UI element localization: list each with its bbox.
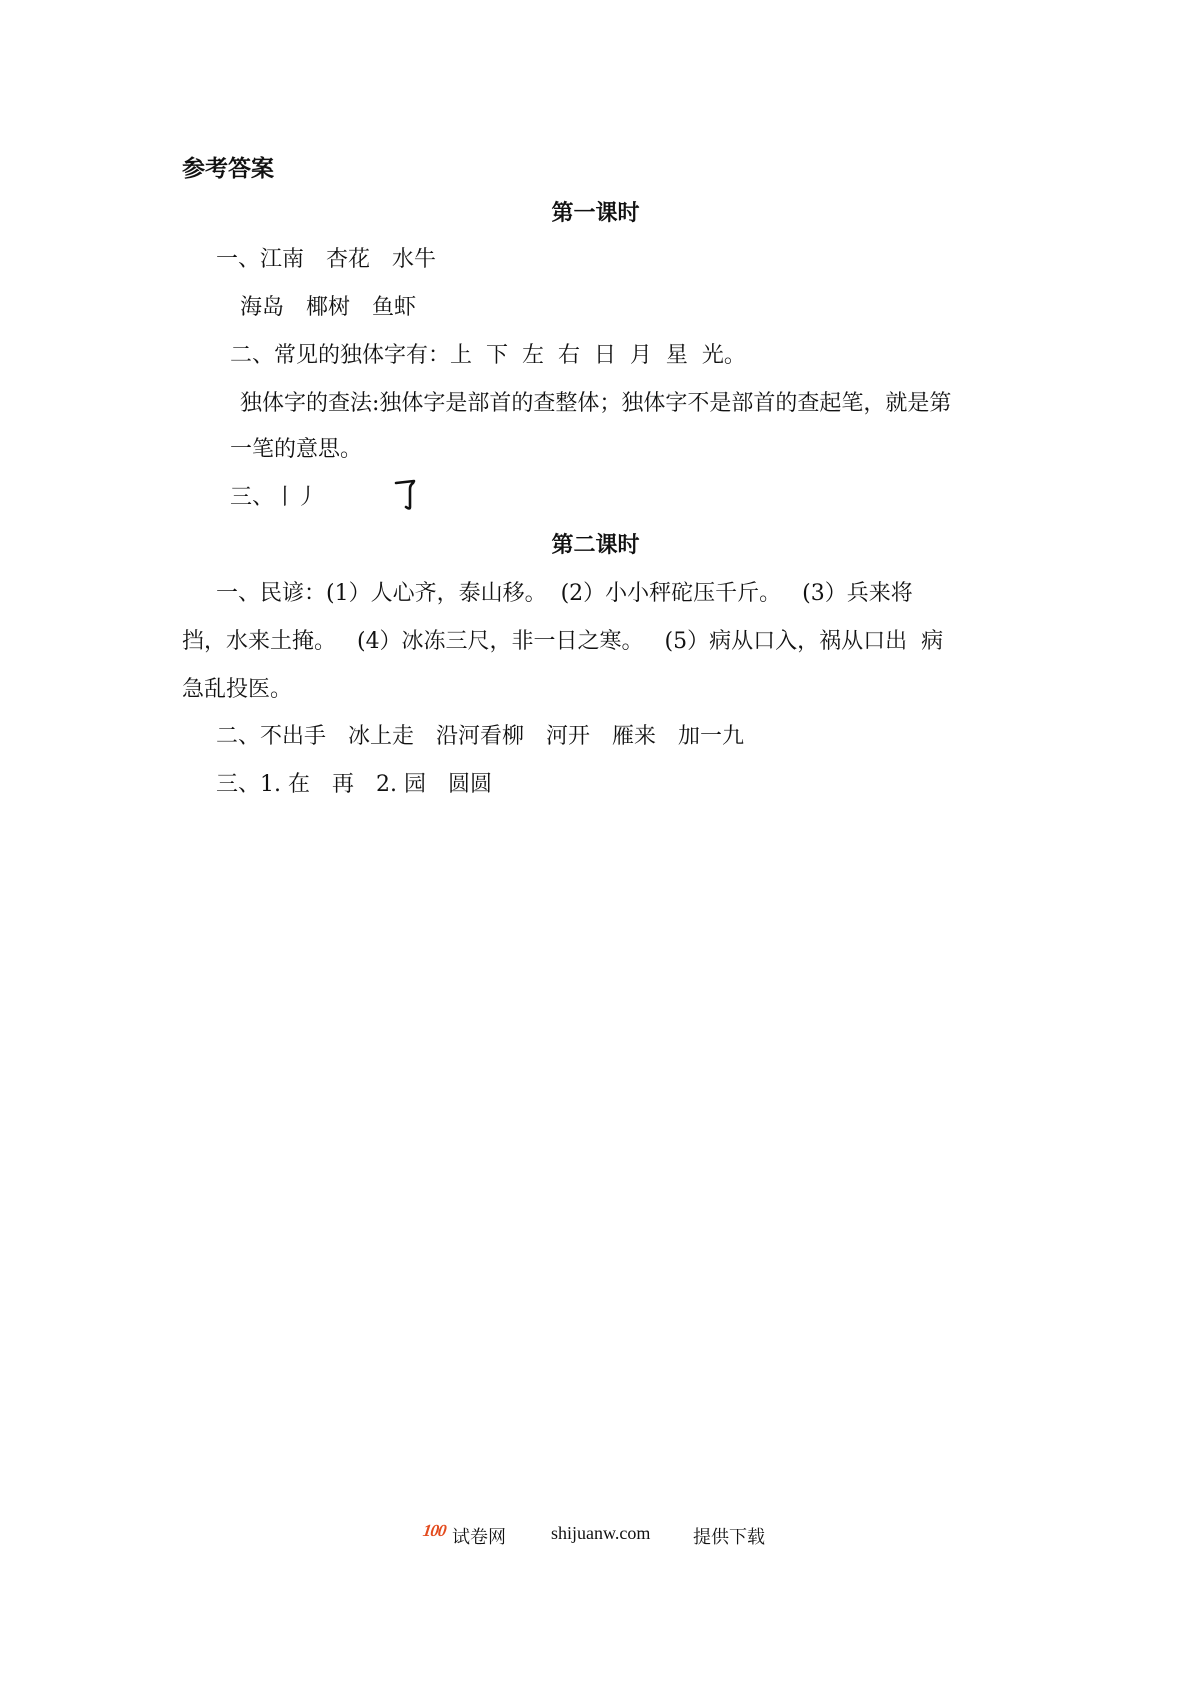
lesson1-q2-line3: 一笔的意思。 <box>230 437 363 462</box>
footer-site-name: 试卷网 <box>452 1527 506 1547</box>
lesson1-q2-line2: 独体字的查法:独体字是部首的查整体；独体字不是部首的查起笔，就是第 <box>240 391 952 416</box>
lesson2-q1-line2: 挡，水来土掩。 (4）冰冻三尺，非一日之寒。 (5）病从口入，祸从口出 病 <box>182 629 944 654</box>
footer-download-text: 提供下载 <box>693 1527 765 1547</box>
site-logo: 100 <box>421 1521 447 1540</box>
lesson2-q1-line1: 一、民谚：(1）人心齐，泰山移。 (2）小小秤砣压千斤。 (3）兵来将 <box>216 581 913 606</box>
lesson1-q3-line: 三、丨丿 <box>230 485 319 510</box>
lesson1-heading: 第一课时 <box>551 201 640 226</box>
lesson1-q2-line1: 二、常见的独体字有：上 下 左 右 日 月 星 光。 <box>230 343 746 368</box>
lesson2-q3-line: 三、1. 在 再 2. 园 圆圆 <box>216 772 492 797</box>
lesson2-q2-line: 二、不出手 冰上走 沿河看柳 河开 雁来 加一九 <box>216 724 745 749</box>
page-title: 参考答案 <box>182 156 274 182</box>
lesson2-q1-line3: 急乱投医。 <box>182 677 293 702</box>
footer-site-url: shijuanw.com <box>551 1523 651 1543</box>
lesson1-q1-line1: 一、江南 杏花 水牛 <box>216 247 437 272</box>
hook-stroke-icon <box>394 477 420 511</box>
page-footer <box>0 1521 1191 1551</box>
lesson1-q1-line2: 海岛 椰树 鱼虾 <box>240 295 417 320</box>
lesson2-heading: 第二课时 <box>551 533 640 558</box>
